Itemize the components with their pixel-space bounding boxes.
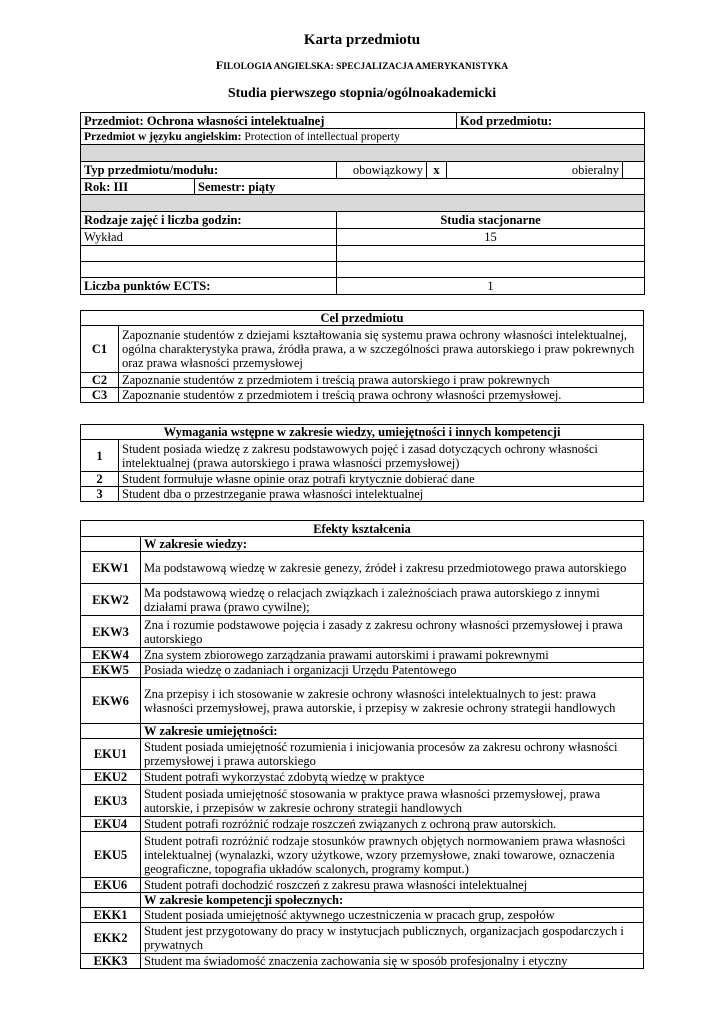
knowledge-header: W zakresie wiedzy: (141, 537, 644, 552)
goal-code: C3 (81, 388, 119, 403)
outcome-text: Posiada wiedzę o zadaniach i organizacji Urzędu Patentowego (141, 663, 644, 678)
prereq-code: 2 (81, 472, 119, 487)
goals-table (80, 310, 644, 403)
empty-cell (81, 893, 141, 908)
type-required: obowiązkowy (337, 162, 427, 179)
gray-separator (81, 145, 645, 162)
outcome-code: EKU3 (81, 785, 141, 817)
english-name-label: Przedmiot w języku angielskim: (84, 130, 242, 143)
outcome-code: EKK2 (81, 923, 141, 954)
program-name (0, 58, 724, 73)
outcome-code: EKK3 (81, 954, 141, 969)
outcomes-header: Efekty kształcenia (81, 521, 644, 537)
outcome-text: Student potrafi rozróżnić rodzaje stosunków prawnych objętych normowaniem prawa własności intelektualnej (wynalazki, wzory użytkowe, wzory przemysłowe, znaki towarowe, oznaczenia geograficzne, topografia układów scalonych, programy komput.) (141, 832, 644, 878)
outcome-code: EKU1 (81, 739, 141, 770)
prereq-code: 1 (81, 440, 119, 472)
type-label: Typ przedmiotu/modułu: (81, 162, 337, 179)
empty-cell (337, 262, 645, 278)
outcome-text: Zna i rozumie podstawowe pojęcia i zasady z zakresu ochrony własności przemysłowej i prawa autorskiego (141, 616, 644, 648)
semester: Semestr: piąty (195, 179, 645, 195)
outcome-text: Student posiada umiejętność aktywnego uczestniczenia w pracach grup, zespołów (141, 908, 644, 923)
subject-name: Przedmiot: Ochrona własności intelektualnej (81, 113, 457, 129)
outcome-code: EKU2 (81, 770, 141, 785)
outcome-code: EKU5 (81, 832, 141, 878)
ects-label: Liczba punktów ECTS: (81, 278, 337, 295)
outcome-text: Student posiada umiejętność stosowania w praktyce prawa własności przemysłowej, prawa autorskie, i przepisów w zakresie ochrony strategii handlowych (141, 785, 644, 817)
outcome-code: EKW2 (81, 584, 141, 616)
prereq-code: 3 (81, 487, 119, 502)
type-optional: obieralny (447, 162, 623, 179)
english-name-value: Protection of intellectual property (241, 130, 400, 143)
learning-outcomes-table (80, 520, 644, 969)
page-title: Karta przedmiotu (303, 32, 421, 48)
program-initial: F (215, 58, 224, 72)
type-optional-box (623, 162, 645, 179)
outcome-code: EKU4 (81, 817, 141, 832)
goal-text: Zapoznanie studentów z przedmiotem i treścią prawa autorskiego i praw pokrewnych (119, 373, 644, 388)
outcome-code: EKW6 (81, 678, 141, 724)
goal-code: C2 (81, 373, 119, 388)
subject-code-label: Kod przedmiotu: (457, 113, 645, 129)
outcome-code: EKW1 (81, 552, 141, 584)
outcome-text: Zna przepisy i ich stosowanie w zakresie ochrony własności intelektualnych to jest: prawa własności przemysłowej, prawa autorskie, i przepisy w zakresie ochrony strategii handlowych (141, 678, 644, 724)
outcome-code: EKW5 (81, 663, 141, 678)
goals-header: Cel przedmiotu (81, 311, 644, 326)
prereq-text: Student formułuje własne opinie oraz potrafi krytycznie dobierać dane (119, 472, 644, 487)
lecture-label: Wykład (81, 229, 337, 246)
gray-separator (81, 195, 645, 212)
outcome-text: Zna system zbiorowego zarządzania prawami autorskimi i prawami pokrewnymi (141, 648, 644, 663)
goal-text: Zapoznanie studentów z dziejami kształtowania się systemu prawa ochrony własności intelektualnej, ogólna charakterystyka prawa, źródła prawa, a w szczególności prawa autorskiego i praw pokrewnych oraz prawa własności przemysłowej (119, 326, 644, 373)
outcome-code: EKW4 (81, 648, 141, 663)
goal-text: Zapoznanie studentów z przedmiotem i treścią prawa ochrony własności przemysłowej. (119, 388, 644, 403)
english-name-row (81, 129, 645, 145)
outcome-text: Student posiada umiejętność rozumienia i inicjowania procesów za zakresu ochrony własności przemysłowej i prawa autorskiego (141, 739, 644, 770)
empty-cell (81, 537, 141, 552)
program-rest: ILOLOGIA ANGIELSKA: SPECJALIZACJA AMERYKANISTYKA (223, 62, 509, 72)
outcome-code: EKU6 (81, 878, 141, 893)
type-mark: x (427, 162, 447, 179)
outcome-text: Ma podstawową wiedzę w zakresie genezy, źródeł i zakresu przedmiotowego prawa autorskiego (141, 552, 644, 584)
outcome-code: EKK1 (81, 908, 141, 923)
outcome-code: EKW3 (81, 616, 141, 648)
empty-cell (337, 246, 645, 262)
skills-header: W zakresie umiejętności: (141, 724, 644, 739)
lecture-hours: 15 (337, 229, 645, 246)
prerequisites-table (80, 424, 644, 502)
outcome-text: Student potrafi dochodzić roszczeń z zakresu prawa własności intelektualnej (141, 878, 644, 893)
outcome-text: Ma podstawową wiedzę o relacjach związkach i zależnościach prawa autorskiego z innymi działami prawa (prawo cywilne); (141, 584, 644, 616)
empty-cell (81, 262, 337, 278)
outcome-text: Student jest przygotowany do pracy w instytucjach publicznych, organizacjach gospodarczych i prywatnych (141, 923, 644, 954)
outcome-text: Student potrafi wykorzystać zdobytą wiedzę w praktyce (141, 770, 644, 785)
goal-code: C1 (81, 326, 119, 373)
social-header: W zakresie kompetencji społecznych: (141, 893, 644, 908)
prerequisites-header: Wymagania wstępne w zakresie wiedzy, umiejętności i innych kompetencji (81, 425, 644, 440)
classes-label: Rodzaje zajęć i liczba godzin: (81, 212, 337, 229)
ects-value: 1 (337, 278, 645, 295)
prereq-text: Student dba o przestrzeganie prawa własności intelektualnej (119, 487, 644, 502)
prereq-text: Student posiada wiedzę z zakresu podstawowych pojęć i zasad dotyczących ochrony własności intelektualnej (prawa autorskiego i prawa własności przemysłowej) (119, 440, 644, 472)
empty-cell (81, 724, 141, 739)
study-mode: Studia stacjonarne (337, 212, 645, 229)
study-level: Studia pierwszego stopnia/ogólnoakademicki (227, 86, 497, 101)
outcome-text: Student potrafi rozróżnić rodzaje roszczeń związanych z ochroną praw autorskich. (141, 817, 644, 832)
empty-cell (81, 246, 337, 262)
year: Rok: III (81, 179, 195, 195)
outcome-text: Student ma świadomość znaczenia zachowania się w sposób profesjonalny i etyczny (141, 954, 644, 969)
info-table (80, 112, 645, 295)
